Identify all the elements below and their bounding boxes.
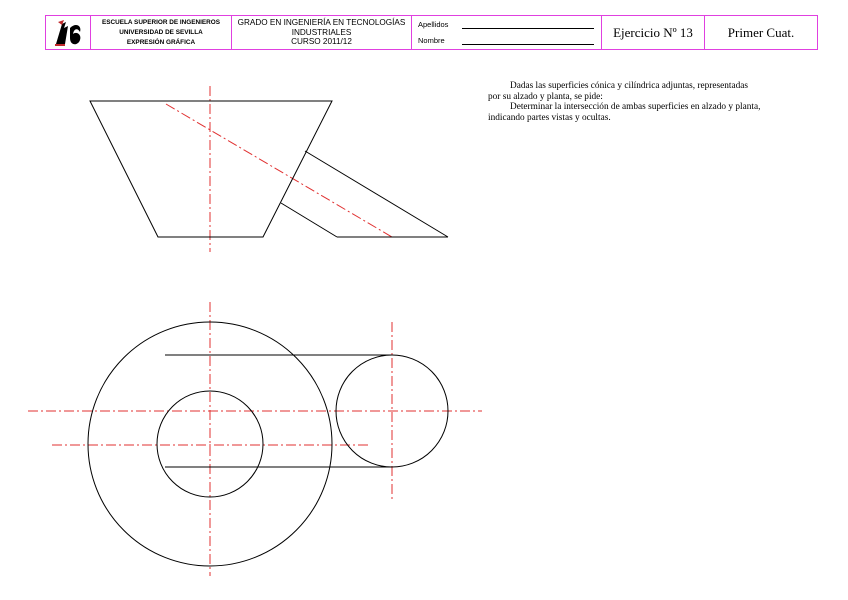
statement-line: indicando partes vistas y ocultas. <box>488 112 611 123</box>
exercise-number: Ejercicio Nº 13 <box>602 16 705 49</box>
statement-line: por su alzado y planta, se pide: <box>488 91 603 102</box>
school-line: UNIVERSIDAD DE SEVILLA <box>119 29 203 36</box>
truncated-cone-outline <box>90 101 332 237</box>
term-label: Primer Cuat. <box>727 24 795 40</box>
cylinder-lower-generatrix <box>281 203 337 237</box>
statement-line: Dadas las superficies cónica y cilíndrica adjuntas, representadas <box>510 81 749 91</box>
degree-line: INDUSTRIALES <box>291 27 352 37</box>
degree-line: CURSO 2011/12 <box>291 37 352 46</box>
cylinder-upper-generatrix <box>305 151 448 237</box>
name-label: Nombre <box>418 36 445 45</box>
surname-label: Apellidos <box>418 20 449 29</box>
degree-line: GRADO EN INGENIERÍA EN TECNOLOGÍAS <box>237 18 406 27</box>
statement-line: Determinar la intersección de ambas superficies en alzado y planta, <box>510 102 761 112</box>
school-line: ESCUELA SUPERIOR DE INGENIEROS <box>101 19 220 26</box>
school-line: EXPRESIÓN GRÁFICA <box>126 39 196 46</box>
cylinder-axis-elevation <box>166 104 392 237</box>
elevation-view <box>90 86 448 252</box>
plan-view <box>28 302 482 576</box>
